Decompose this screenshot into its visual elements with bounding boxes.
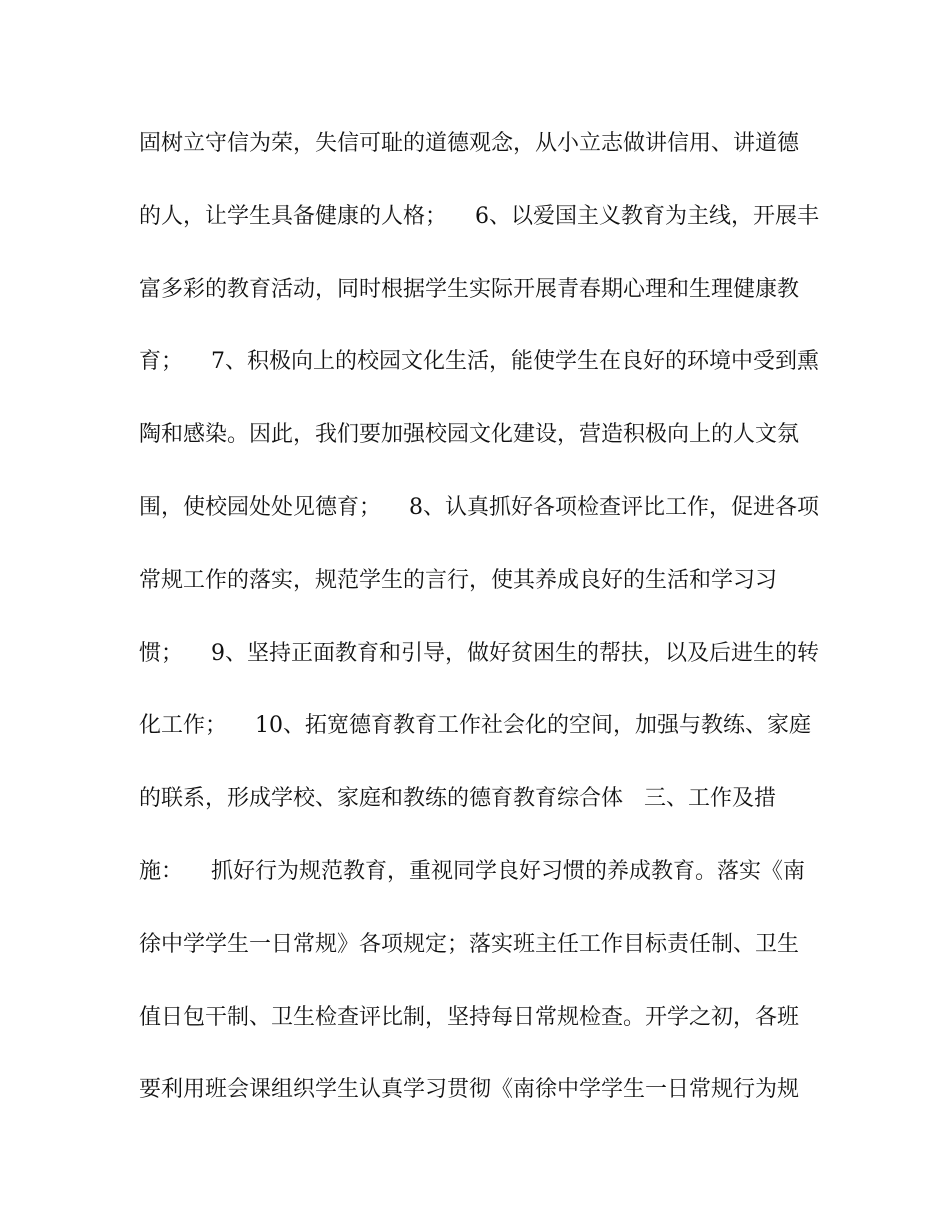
- text-line: 徐中学学生一日常规》各项规定；落实班主任工作目标责任制、卫生: [139, 931, 800, 957]
- text-line: 陶和感染。因此，我们要加强校园文化建设，营造积极向上的人文氛: [139, 422, 800, 448]
- text-line: 的联系，形成学校、家庭和教练的德育教育综合体 三、工作及措: [139, 786, 776, 812]
- text-line: 值日包干制、卫生检查评比制，坚持每日常规检查。开学之初，各班: [139, 1004, 800, 1030]
- text-line: 施： 抓好行为规范教育，重视同学良好习惯的养成教育。落实《南: [139, 858, 805, 884]
- text-line: 围，使校园处处见德育； 8、认真抓好各项检查评比工作，促进各项: [139, 494, 819, 520]
- text-line: 惯； 9、坚持正面教育和引导，做好贫困生的帮扶，以及后进生的转: [139, 640, 819, 666]
- body-text: [139, 120, 819, 1139]
- text-line: 化工作； 10、拓宽德育教育工作社会化的空间，加强与教练、家庭: [139, 713, 811, 739]
- text-line: 固树立守信为荣，失信可耻的道德观念，从小立志做讲信用、讲道德: [139, 131, 800, 156]
- text-line: 常规工作的落实，规范学生的言行，使其养成良好的生活和学习习: [139, 567, 778, 593]
- text-line: 富多彩的教育活动，同时根据学生实际开展青春期心理和生理健康教: [139, 276, 800, 302]
- text-line: 育； 7、积极向上的校园文化生活，能使学生在良好的环境中受到熏: [139, 349, 819, 375]
- text-line: 的人，让学生具备健康的人格； 6、以爱国主义教育为主线，开展丰: [139, 203, 819, 229]
- text-line: 要利用班会课组织学生认真学习贯彻《南徐中学学生一日常规行为规: [139, 1077, 800, 1103]
